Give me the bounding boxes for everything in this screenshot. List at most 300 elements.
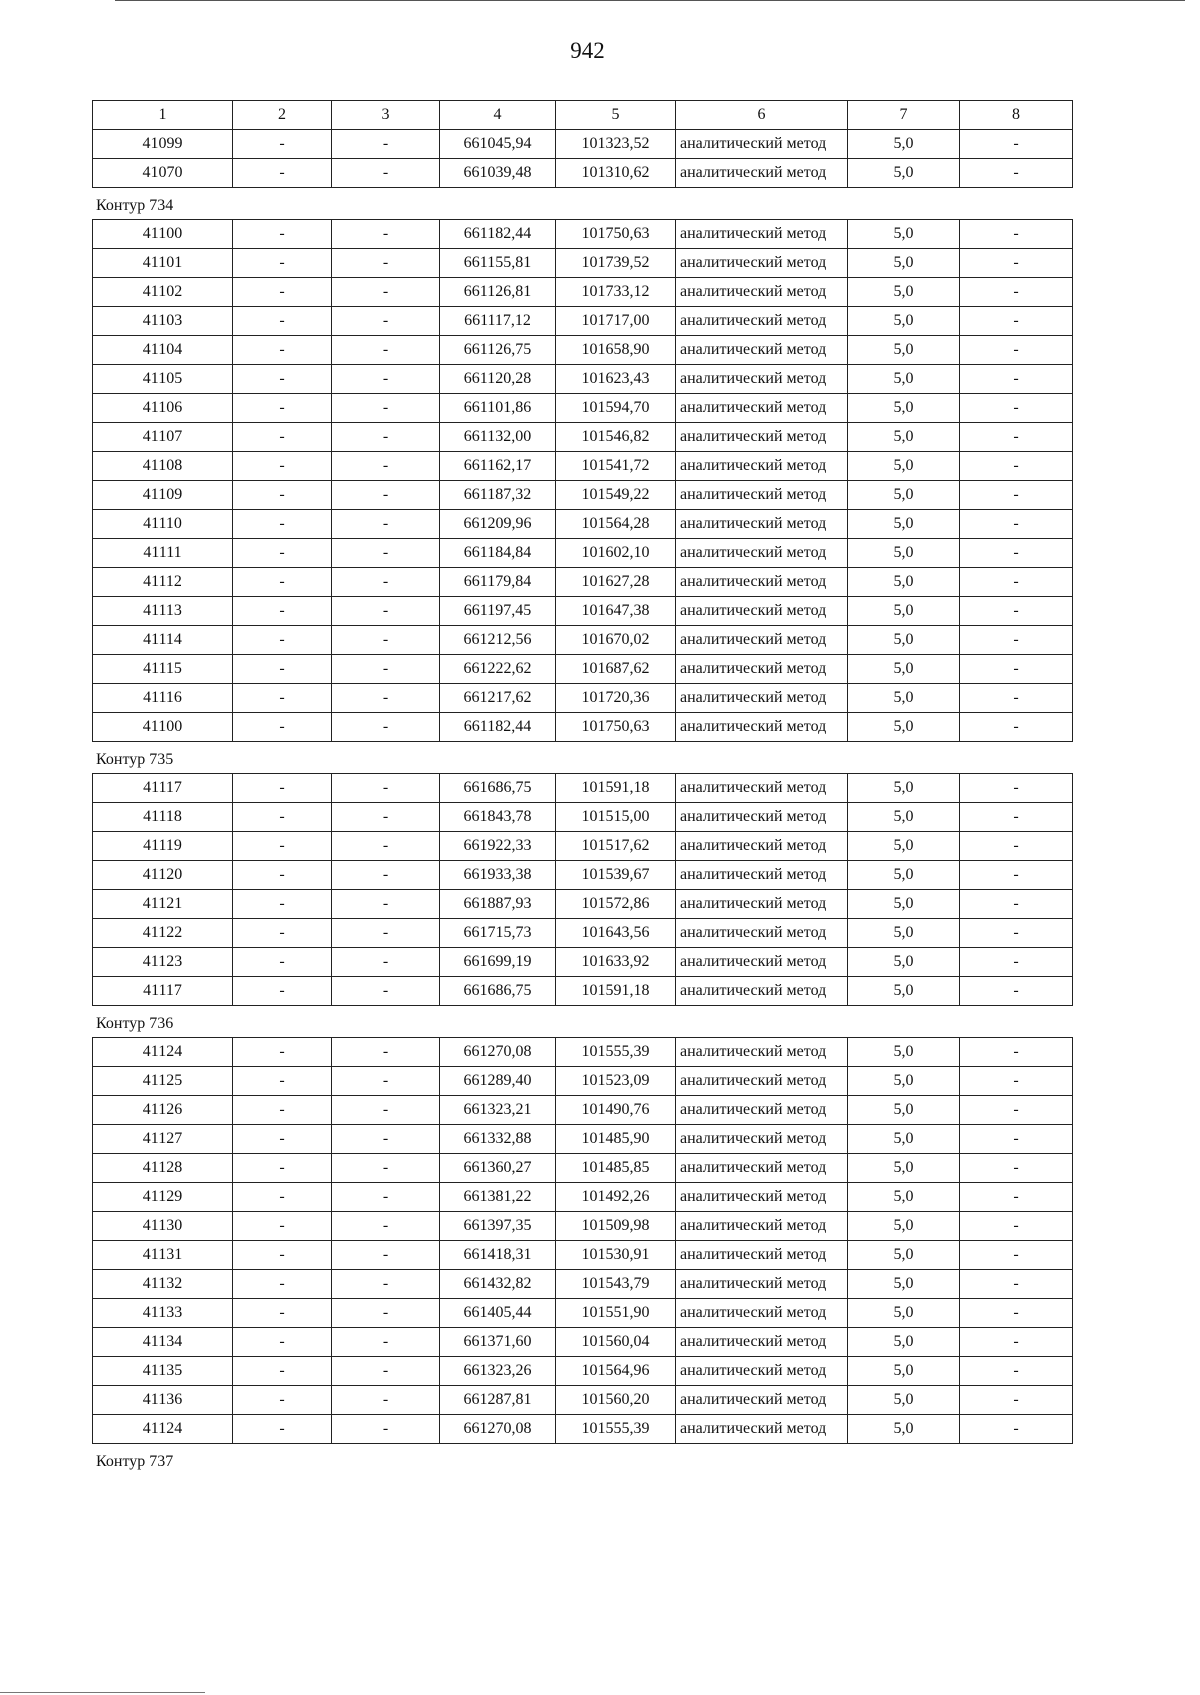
accuracy-cell: 5,0	[848, 1212, 960, 1241]
col-3-cell: -	[332, 919, 440, 948]
point-number-cell: 41117	[93, 774, 233, 803]
method-cell: аналитический метод	[676, 626, 848, 655]
col-3-cell: -	[332, 832, 440, 861]
point-number-cell: 41127	[93, 1125, 233, 1154]
x-coordinate-cell: 661715,73	[440, 919, 556, 948]
point-number-cell: 41132	[93, 1270, 233, 1299]
method-cell: аналитический метод	[676, 220, 848, 249]
y-coordinate-cell: 101310,62	[556, 159, 676, 188]
table-row	[93, 774, 1073, 803]
y-coordinate-cell: 101591,18	[556, 977, 676, 1006]
top-rule	[115, 0, 1185, 1]
header-row	[93, 101, 1073, 130]
col-3-cell: -	[332, 713, 440, 742]
point-number-cell: 41117	[93, 977, 233, 1006]
point-number-cell: 41100	[93, 220, 233, 249]
point-number-cell: 41129	[93, 1183, 233, 1212]
table-row	[93, 452, 1073, 481]
y-coordinate-cell: 101572,86	[556, 890, 676, 919]
accuracy-cell: 5,0	[848, 713, 960, 742]
table-row	[93, 890, 1073, 919]
accuracy-cell: 5,0	[848, 1386, 960, 1415]
table-row	[93, 249, 1073, 278]
col-2-cell: -	[233, 861, 332, 890]
col-8-cell: -	[960, 1270, 1073, 1299]
col-8-cell: -	[960, 890, 1073, 919]
y-coordinate-cell: 101490,76	[556, 1096, 676, 1125]
x-coordinate-cell: 661182,44	[440, 220, 556, 249]
x-coordinate-cell: 661162,17	[440, 452, 556, 481]
col-3-cell: -	[332, 1212, 440, 1241]
col-3-cell: -	[332, 1038, 440, 1067]
accuracy-cell: 5,0	[848, 1328, 960, 1357]
y-coordinate-cell: 101517,62	[556, 832, 676, 861]
table-row	[93, 1415, 1073, 1444]
x-coordinate-cell: 661217,62	[440, 684, 556, 713]
y-coordinate-cell: 101591,18	[556, 774, 676, 803]
col-8-cell: -	[960, 307, 1073, 336]
col-2-cell: -	[233, 510, 332, 539]
point-number-cell: 41106	[93, 394, 233, 423]
col-2-cell: -	[233, 713, 332, 742]
col-8-cell: -	[960, 130, 1073, 159]
col-3-cell: -	[332, 365, 440, 394]
col-8-cell: -	[960, 948, 1073, 977]
method-cell: аналитический метод	[676, 655, 848, 684]
y-coordinate-cell: 101739,52	[556, 249, 676, 278]
method-cell: аналитический метод	[676, 307, 848, 336]
point-number-cell: 41115	[93, 655, 233, 684]
col-8-cell: -	[960, 774, 1073, 803]
method-cell: аналитический метод	[676, 1270, 848, 1299]
col-3-cell: -	[332, 655, 440, 684]
y-coordinate-cell: 101643,56	[556, 919, 676, 948]
method-cell: аналитический метод	[676, 977, 848, 1006]
y-coordinate-cell: 101539,67	[556, 861, 676, 890]
point-number-cell: 41120	[93, 861, 233, 890]
col-2-cell: -	[233, 803, 332, 832]
coordinates-table	[92, 100, 1073, 188]
table-row	[93, 655, 1073, 684]
method-cell: аналитический метод	[676, 336, 848, 365]
col-3-cell: -	[332, 861, 440, 890]
method-cell: аналитический метод	[676, 510, 848, 539]
col-2-cell: -	[233, 890, 332, 919]
method-cell: аналитический метод	[676, 423, 848, 452]
x-coordinate-cell: 661117,12	[440, 307, 556, 336]
col-2-cell: -	[233, 919, 332, 948]
col-2-cell: -	[233, 1154, 332, 1183]
col-2-cell: -	[233, 365, 332, 394]
col-3-cell: -	[332, 977, 440, 1006]
x-coordinate-cell: 661371,60	[440, 1328, 556, 1357]
col-2-cell: -	[233, 130, 332, 159]
point-number-cell: 41116	[93, 684, 233, 713]
accuracy-cell: 5,0	[848, 220, 960, 249]
accuracy-cell: 5,0	[848, 1357, 960, 1386]
accuracy-cell: 5,0	[848, 861, 960, 890]
y-coordinate-cell: 101555,39	[556, 1415, 676, 1444]
col-8-cell: -	[960, 1154, 1073, 1183]
x-coordinate-cell: 661039,48	[440, 159, 556, 188]
x-coordinate-cell: 661212,56	[440, 626, 556, 655]
method-cell: аналитический метод	[676, 919, 848, 948]
col-2-cell: -	[233, 1067, 332, 1096]
method-cell: аналитический метод	[676, 452, 848, 481]
method-cell: аналитический метод	[676, 774, 848, 803]
x-coordinate-cell: 661432,82	[440, 1270, 556, 1299]
point-number-cell: 41128	[93, 1154, 233, 1183]
col-2-cell: -	[233, 1212, 332, 1241]
point-number-cell: 41130	[93, 1212, 233, 1241]
coordinates-table	[92, 219, 1073, 742]
y-coordinate-cell: 101564,96	[556, 1357, 676, 1386]
point-number-cell: 41134	[93, 1328, 233, 1357]
col-2-cell: -	[233, 1125, 332, 1154]
contour-label: Контур 734	[96, 197, 174, 214]
col-8-cell: -	[960, 861, 1073, 890]
col-8-cell: -	[960, 1386, 1073, 1415]
point-number-cell: 41131	[93, 1241, 233, 1270]
x-coordinate-cell: 661126,81	[440, 278, 556, 307]
x-coordinate-cell: 661418,31	[440, 1241, 556, 1270]
header-cell: 2	[233, 101, 332, 130]
col-2-cell: -	[233, 1241, 332, 1270]
col-8-cell: -	[960, 977, 1073, 1006]
table-row	[93, 1125, 1073, 1154]
col-8-cell: -	[960, 655, 1073, 684]
col-3-cell: -	[332, 452, 440, 481]
table-row	[93, 626, 1073, 655]
col-2-cell: -	[233, 307, 332, 336]
col-3-cell: -	[332, 948, 440, 977]
col-8-cell: -	[960, 919, 1073, 948]
accuracy-cell: 5,0	[848, 655, 960, 684]
x-coordinate-cell: 661270,08	[440, 1038, 556, 1067]
point-number-cell: 41108	[93, 452, 233, 481]
accuracy-cell: 5,0	[848, 803, 960, 832]
col-3-cell: -	[332, 220, 440, 249]
coordinates-table	[92, 1037, 1073, 1444]
col-2-cell: -	[233, 539, 332, 568]
col-8-cell: -	[960, 626, 1073, 655]
col-2-cell: -	[233, 1270, 332, 1299]
col-3-cell: -	[332, 1183, 440, 1212]
method-cell: аналитический метод	[676, 159, 848, 188]
method-cell: аналитический метод	[676, 1386, 848, 1415]
table-row	[93, 278, 1073, 307]
accuracy-cell: 5,0	[848, 774, 960, 803]
col-8-cell: -	[960, 1038, 1073, 1067]
col-3-cell: -	[332, 539, 440, 568]
col-2-cell: -	[233, 278, 332, 307]
y-coordinate-cell: 101515,00	[556, 803, 676, 832]
col-3-cell: -	[332, 1386, 440, 1415]
col-8-cell: -	[960, 803, 1073, 832]
x-coordinate-cell: 661699,19	[440, 948, 556, 977]
y-coordinate-cell: 101627,28	[556, 568, 676, 597]
col-8-cell: -	[960, 452, 1073, 481]
method-cell: аналитический метод	[676, 1212, 848, 1241]
col-8-cell: -	[960, 1415, 1073, 1444]
method-cell: аналитический метод	[676, 1038, 848, 1067]
point-number-cell: 41121	[93, 890, 233, 919]
point-number-cell: 41107	[93, 423, 233, 452]
table-row	[93, 510, 1073, 539]
table-row	[93, 130, 1073, 159]
point-number-cell: 41124	[93, 1038, 233, 1067]
accuracy-cell: 5,0	[848, 1241, 960, 1270]
accuracy-cell: 5,0	[848, 1154, 960, 1183]
point-number-cell: 41133	[93, 1299, 233, 1328]
col-8-cell: -	[960, 1125, 1073, 1154]
point-number-cell: 41122	[93, 919, 233, 948]
accuracy-cell: 5,0	[848, 684, 960, 713]
y-coordinate-cell: 101594,70	[556, 394, 676, 423]
x-coordinate-cell: 661323,21	[440, 1096, 556, 1125]
x-coordinate-cell: 661397,35	[440, 1212, 556, 1241]
col-3-cell: -	[332, 423, 440, 452]
method-cell: аналитический метод	[676, 130, 848, 159]
col-8-cell: -	[960, 278, 1073, 307]
col-3-cell: -	[332, 626, 440, 655]
method-cell: аналитический метод	[676, 1183, 848, 1212]
col-3-cell: -	[332, 1415, 440, 1444]
y-coordinate-cell: 101549,22	[556, 481, 676, 510]
accuracy-cell: 5,0	[848, 948, 960, 977]
col-8-cell: -	[960, 365, 1073, 394]
method-cell: аналитический метод	[676, 394, 848, 423]
y-coordinate-cell: 101541,72	[556, 452, 676, 481]
col-2-cell: -	[233, 977, 332, 1006]
accuracy-cell: 5,0	[848, 1183, 960, 1212]
table-row	[93, 481, 1073, 510]
method-cell: аналитический метод	[676, 365, 848, 394]
table-row	[93, 977, 1073, 1006]
col-3-cell: -	[332, 1241, 440, 1270]
point-number-cell: 41114	[93, 626, 233, 655]
col-3-cell: -	[332, 130, 440, 159]
y-coordinate-cell: 101687,62	[556, 655, 676, 684]
col-8-cell: -	[960, 597, 1073, 626]
col-2-cell: -	[233, 249, 332, 278]
col-2-cell: -	[233, 1038, 332, 1067]
col-2-cell: -	[233, 655, 332, 684]
col-8-cell: -	[960, 713, 1073, 742]
point-number-cell: 41123	[93, 948, 233, 977]
method-cell: аналитический метод	[676, 568, 848, 597]
x-coordinate-cell: 661222,62	[440, 655, 556, 684]
col-8-cell: -	[960, 159, 1073, 188]
table-row	[93, 159, 1073, 188]
accuracy-cell: 5,0	[848, 597, 960, 626]
table-row	[93, 1067, 1073, 1096]
y-coordinate-cell: 101720,36	[556, 684, 676, 713]
accuracy-cell: 5,0	[848, 977, 960, 1006]
accuracy-cell: 5,0	[848, 336, 960, 365]
col-8-cell: -	[960, 220, 1073, 249]
point-number-cell: 41100	[93, 713, 233, 742]
x-coordinate-cell: 661287,81	[440, 1386, 556, 1415]
method-cell: аналитический метод	[676, 948, 848, 977]
accuracy-cell: 5,0	[848, 423, 960, 452]
col-3-cell: -	[332, 307, 440, 336]
y-coordinate-cell: 101323,52	[556, 130, 676, 159]
table-row	[93, 336, 1073, 365]
table-row	[93, 713, 1073, 742]
y-coordinate-cell: 101546,82	[556, 423, 676, 452]
col-3-cell: -	[332, 394, 440, 423]
table-row	[93, 394, 1073, 423]
x-coordinate-cell: 661933,38	[440, 861, 556, 890]
x-coordinate-cell: 661126,75	[440, 336, 556, 365]
x-coordinate-cell: 661184,84	[440, 539, 556, 568]
col-2-cell: -	[233, 626, 332, 655]
y-coordinate-cell: 101551,90	[556, 1299, 676, 1328]
point-number-cell: 41112	[93, 568, 233, 597]
col-2-cell: -	[233, 452, 332, 481]
accuracy-cell: 5,0	[848, 159, 960, 188]
col-8-cell: -	[960, 1241, 1073, 1270]
x-coordinate-cell: 661686,75	[440, 774, 556, 803]
table-row	[93, 1299, 1073, 1328]
col-2-cell: -	[233, 1386, 332, 1415]
col-8-cell: -	[960, 481, 1073, 510]
table-row	[93, 220, 1073, 249]
col-3-cell: -	[332, 1096, 440, 1125]
point-number-cell: 41103	[93, 307, 233, 336]
col-2-cell: -	[233, 481, 332, 510]
accuracy-cell: 5,0	[848, 365, 960, 394]
method-cell: аналитический метод	[676, 803, 848, 832]
col-3-cell: -	[332, 159, 440, 188]
method-cell: аналитический метод	[676, 1299, 848, 1328]
accuracy-cell: 5,0	[848, 919, 960, 948]
accuracy-cell: 5,0	[848, 1270, 960, 1299]
table-row	[93, 597, 1073, 626]
col-8-cell: -	[960, 1096, 1073, 1125]
method-cell: аналитический метод	[676, 249, 848, 278]
col-3-cell: -	[332, 684, 440, 713]
method-cell: аналитический метод	[676, 1241, 848, 1270]
method-cell: аналитический метод	[676, 1328, 848, 1357]
header-cell: 5	[556, 101, 676, 130]
x-coordinate-cell: 661120,28	[440, 365, 556, 394]
method-cell: аналитический метод	[676, 1357, 848, 1386]
col-3-cell: -	[332, 1299, 440, 1328]
table-row	[93, 1038, 1073, 1067]
x-coordinate-cell: 661922,33	[440, 832, 556, 861]
col-2-cell: -	[233, 597, 332, 626]
method-cell: аналитический метод	[676, 713, 848, 742]
y-coordinate-cell: 101717,00	[556, 307, 676, 336]
x-coordinate-cell: 661843,78	[440, 803, 556, 832]
col-2-cell: -	[233, 568, 332, 597]
table-row	[93, 803, 1073, 832]
y-coordinate-cell: 101623,43	[556, 365, 676, 394]
x-coordinate-cell: 661179,84	[440, 568, 556, 597]
table-row	[93, 1154, 1073, 1183]
col-2-cell: -	[233, 394, 332, 423]
accuracy-cell: 5,0	[848, 890, 960, 919]
col-3-cell: -	[332, 278, 440, 307]
y-coordinate-cell: 101543,79	[556, 1270, 676, 1299]
col-8-cell: -	[960, 832, 1073, 861]
point-number-cell: 41110	[93, 510, 233, 539]
col-8-cell: -	[960, 539, 1073, 568]
col-2-cell: -	[233, 1328, 332, 1357]
table-row	[93, 1270, 1073, 1299]
bottom-rule	[0, 1692, 205, 1693]
y-coordinate-cell: 101523,09	[556, 1067, 676, 1096]
col-8-cell: -	[960, 423, 1073, 452]
table-row	[93, 832, 1073, 861]
header-cell: 4	[440, 101, 556, 130]
table-row	[93, 919, 1073, 948]
table-row	[93, 1328, 1073, 1357]
y-coordinate-cell: 101750,63	[556, 713, 676, 742]
point-number-cell: 41113	[93, 597, 233, 626]
col-2-cell: -	[233, 423, 332, 452]
x-coordinate-cell: 661323,26	[440, 1357, 556, 1386]
table-row	[93, 365, 1073, 394]
table-row	[93, 684, 1073, 713]
y-coordinate-cell: 101658,90	[556, 336, 676, 365]
header-cell: 1	[93, 101, 233, 130]
col-2-cell: -	[233, 948, 332, 977]
point-number-cell: 41099	[93, 130, 233, 159]
header-cell: 7	[848, 101, 960, 130]
col-2-cell: -	[233, 774, 332, 803]
accuracy-cell: 5,0	[848, 394, 960, 423]
col-3-cell: -	[332, 597, 440, 626]
x-coordinate-cell: 661182,44	[440, 713, 556, 742]
y-coordinate-cell: 101560,20	[556, 1386, 676, 1415]
col-8-cell: -	[960, 510, 1073, 539]
x-coordinate-cell: 661405,44	[440, 1299, 556, 1328]
method-cell: аналитический метод	[676, 1154, 848, 1183]
table-row	[93, 568, 1073, 597]
col-3-cell: -	[332, 803, 440, 832]
col-8-cell: -	[960, 394, 1073, 423]
point-number-cell: 41102	[93, 278, 233, 307]
col-2-cell: -	[233, 336, 332, 365]
y-coordinate-cell: 101633,92	[556, 948, 676, 977]
y-coordinate-cell: 101530,91	[556, 1241, 676, 1270]
point-number-cell: 41105	[93, 365, 233, 394]
accuracy-cell: 5,0	[848, 307, 960, 336]
accuracy-cell: 5,0	[848, 1096, 960, 1125]
accuracy-cell: 5,0	[848, 452, 960, 481]
col-8-cell: -	[960, 1183, 1073, 1212]
x-coordinate-cell: 661887,93	[440, 890, 556, 919]
method-cell: аналитический метод	[676, 1067, 848, 1096]
y-coordinate-cell: 101509,98	[556, 1212, 676, 1241]
col-8-cell: -	[960, 1357, 1073, 1386]
method-cell: аналитический метод	[676, 1415, 848, 1444]
method-cell: аналитический метод	[676, 890, 848, 919]
point-number-cell: 41109	[93, 481, 233, 510]
col-8-cell: -	[960, 568, 1073, 597]
y-coordinate-cell: 101560,04	[556, 1328, 676, 1357]
point-number-cell: 41070	[93, 159, 233, 188]
point-number-cell: 41124	[93, 1415, 233, 1444]
accuracy-cell: 5,0	[848, 568, 960, 597]
accuracy-cell: 5,0	[848, 832, 960, 861]
col-3-cell: -	[332, 1125, 440, 1154]
x-coordinate-cell: 661686,75	[440, 977, 556, 1006]
col-3-cell: -	[332, 1154, 440, 1183]
